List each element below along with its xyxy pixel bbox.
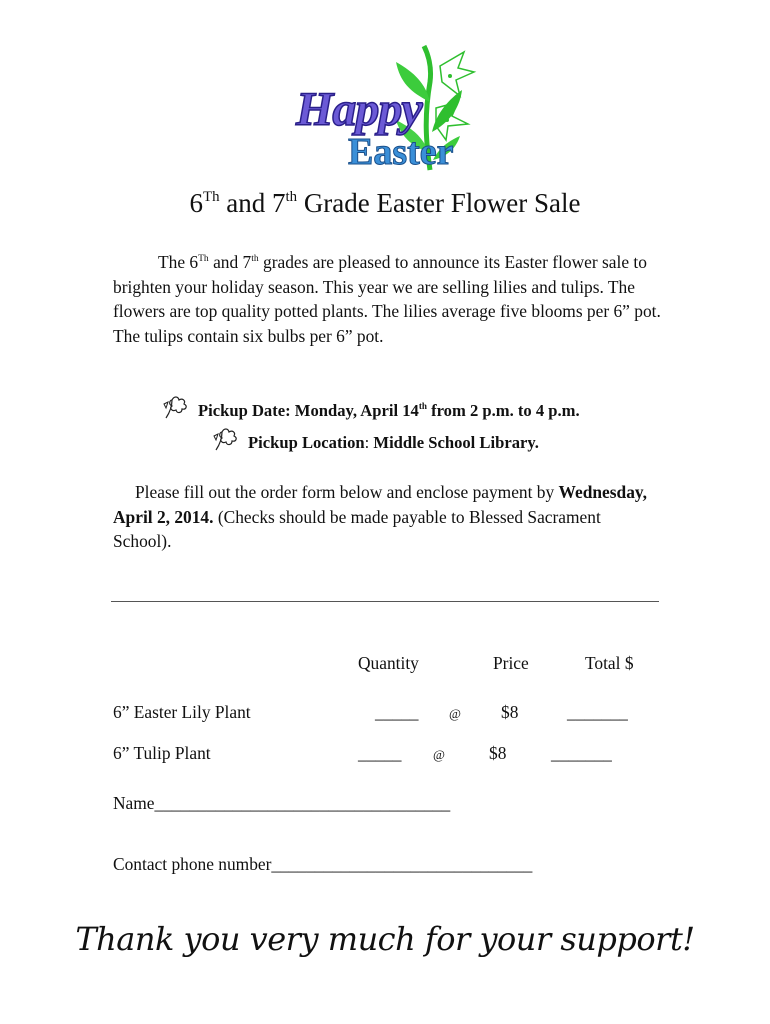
lily-total-field[interactable]: _______ bbox=[567, 702, 628, 722]
instructions-paragraph: Please fill out the order form below and enclose payment by Wednesday, April 2, 2014. (Checks should be made payable to Blessed Sacrament School). bbox=[113, 482, 647, 551]
happy-easter-logo bbox=[290, 42, 480, 174]
intro-paragraph: The 6Th and 7th grades are pleased to announce its Easter flower sale to brighten your holiday season. This year we are selling lilies and tulips. The flowers are top quality potted plants. The lilies average five blooms per 6” pot. The tulips contain six bulbs per 6” pot. bbox=[113, 252, 661, 346]
total-header: Total $ bbox=[585, 653, 634, 673]
tulip-quantity-field[interactable]: _____ bbox=[358, 743, 402, 763]
tulip-item-label: 6” Tulip Plant bbox=[113, 743, 211, 763]
tulip-at-sign: @ bbox=[433, 747, 445, 762]
quantity-header: Quantity bbox=[358, 653, 419, 673]
flower-bullet-icon bbox=[162, 394, 192, 420]
thank-you-message: Thank you very much for your support! bbox=[75, 920, 695, 958]
name-field[interactable]: Name__________________________________ bbox=[113, 793, 451, 813]
logo-easter-text: Easter bbox=[348, 131, 454, 173]
payment-deadline: Wednesday, April 2, 2014. bbox=[113, 482, 647, 527]
pickup-date: Pickup Date: Monday, April 14th from 2 p.m. to 4 p.m. bbox=[162, 394, 580, 421]
price-header: Price bbox=[493, 653, 529, 673]
pickup-location: Pickup Location: Middle School Library. bbox=[212, 426, 539, 453]
lily-price: $8 bbox=[501, 702, 519, 722]
logo-happy-text: Happy bbox=[296, 83, 422, 136]
tulip-price: $8 bbox=[489, 743, 507, 763]
lily-item-label: 6” Easter Lily Plant bbox=[113, 702, 251, 722]
lily-at-sign: @ bbox=[449, 706, 461, 721]
tulip-total-field[interactable]: _______ bbox=[551, 743, 612, 763]
divider bbox=[111, 601, 659, 602]
lily-quantity-field[interactable]: _____ bbox=[375, 702, 419, 722]
page-title: 6Th and 7th Grade Easter Flower Sale bbox=[189, 188, 581, 218]
contact-phone-field[interactable]: Contact phone number______________________________ bbox=[113, 854, 533, 874]
flower-bullet-icon bbox=[212, 426, 242, 452]
